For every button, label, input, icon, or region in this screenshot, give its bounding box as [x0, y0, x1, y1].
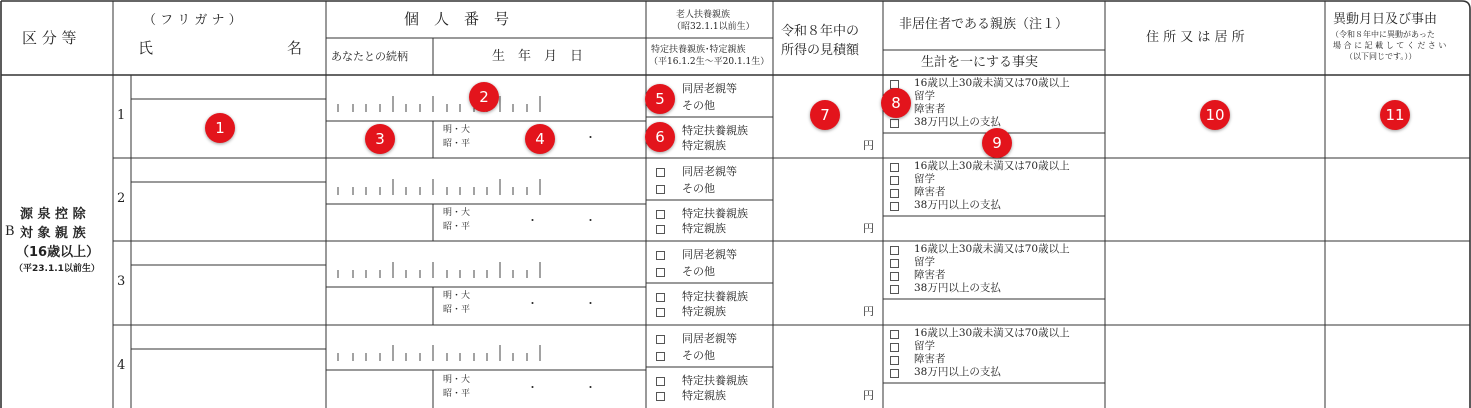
elderly-other-checkbox[interactable] — [656, 268, 665, 277]
row-number: 3 — [117, 274, 126, 289]
individual-number-input[interactable] — [327, 326, 645, 370]
date-separator: ・ — [527, 214, 538, 227]
row-number: 2 — [117, 191, 126, 206]
row-number: 1 — [117, 108, 126, 123]
relationship-input[interactable] — [327, 372, 432, 407]
date-separator: ・ — [527, 297, 538, 310]
elderly-cohabiting-label: 同居老親等 — [682, 165, 737, 178]
badge-1: 1 — [205, 113, 235, 143]
individual-number-input[interactable] — [327, 242, 645, 286]
date-separator: ・ — [585, 131, 596, 144]
section-code: B — [5, 224, 15, 239]
nr-study-checkbox[interactable] — [890, 259, 899, 268]
nr-disabled-label: 障害者 — [914, 353, 946, 365]
nr-payment-checkbox[interactable] — [890, 285, 899, 294]
name-input[interactable] — [132, 266, 325, 323]
nr-study-checkbox[interactable] — [890, 176, 899, 185]
nr-payment-checkbox[interactable] — [890, 202, 899, 211]
specific-dependent-checkbox[interactable] — [656, 377, 665, 386]
badge-10: 10 — [1200, 100, 1230, 130]
header-change-title: 異動月日及び事由 — [1333, 12, 1438, 27]
address-input[interactable] — [1106, 159, 1324, 240]
yen-unit: 円 — [863, 139, 874, 152]
name-input[interactable] — [132, 183, 325, 240]
nr-study-label: 留学 — [914, 256, 935, 268]
header-category: 区 分 等 — [22, 29, 77, 47]
nr-study-checkbox[interactable] — [890, 343, 899, 352]
nr-payment-checkbox[interactable] — [890, 369, 899, 378]
nr-age-label: 16歳以上30歳未満又は70歳以上 — [914, 243, 1070, 255]
nr-payment-checkbox[interactable] — [890, 119, 899, 128]
specific-dependent-label: 特定扶養親族 — [682, 124, 748, 137]
nr-payment-label: 38万円以上の支払 — [914, 366, 1001, 378]
livelihood-input[interactable] — [884, 384, 1104, 407]
specific-relative-label: 特定親族 — [682, 305, 726, 318]
elderly-other-label: その他 — [682, 349, 715, 362]
date-separator: ・ — [585, 297, 596, 310]
era-meiji-taisho: 明・大 — [443, 375, 471, 385]
specific-dependent-label: 特定扶養親族 — [682, 207, 748, 220]
era-meiji-taisho: 明・大 — [443, 125, 471, 135]
nr-disabled-checkbox[interactable] — [890, 356, 899, 365]
date-separator: ・ — [585, 214, 596, 227]
header-change-note3: （以下同じです。）） — [1345, 52, 1417, 61]
nr-disabled-checkbox[interactable] — [890, 272, 899, 281]
header-elderly-sub: （昭32.1.1以前生） — [672, 22, 755, 32]
header-change-note1: （令和８年中に異動があった — [1331, 30, 1435, 39]
badge-8: 8 — [881, 88, 911, 118]
nr-disabled-checkbox[interactable] — [890, 189, 899, 198]
relationship-input[interactable] — [327, 288, 432, 323]
elderly-other-checkbox[interactable] — [656, 352, 665, 361]
era-showa-heisei: 昭・平 — [443, 389, 471, 399]
header-elderly-title: 老人扶養親族 — [676, 10, 731, 20]
specific-relative-label: 特定親族 — [682, 222, 726, 235]
yen-unit: 円 — [863, 305, 874, 318]
elderly-other-label: その他 — [682, 99, 715, 112]
badge-9: 9 — [982, 128, 1012, 158]
elderly-cohabiting-checkbox[interactable] — [656, 335, 665, 344]
nr-disabled-label: 障害者 — [914, 186, 946, 198]
era-showa-heisei: 昭・平 — [443, 222, 471, 232]
header-furigana: （ フ リ ガ ナ ） — [143, 13, 242, 28]
furigana-input[interactable] — [132, 159, 325, 181]
elderly-cohabiting-checkbox[interactable] — [656, 168, 665, 177]
nr-age-label: 16歳以上30歳未満又は70歳以上 — [914, 327, 1070, 339]
header-individual-number: 個 人 番 号 — [404, 10, 510, 28]
nr-disabled-label: 障害者 — [914, 269, 946, 281]
specific-relative-checkbox[interactable] — [656, 392, 665, 401]
furigana-input[interactable] — [132, 326, 325, 348]
elderly-cohabiting-label: 同居老親等 — [682, 332, 737, 345]
badge-4: 4 — [525, 124, 555, 154]
header-address: 住 所 又 は 居 所 — [1146, 30, 1245, 45]
nr-age-checkbox[interactable] — [890, 246, 899, 255]
era-meiji-taisho: 明・大 — [443, 291, 471, 301]
specific-relative-label: 特定親族 — [682, 389, 726, 402]
specific-relative-checkbox[interactable] — [656, 225, 665, 234]
specific-dependent-label: 特定扶養親族 — [682, 374, 748, 387]
elderly-other-label: その他 — [682, 265, 715, 278]
date-separator: ・ — [585, 381, 596, 394]
header-change-note2: 場 合 に 記 載 し て く だ さ い — [1333, 41, 1447, 50]
section-line2: 対 象 親 族 — [20, 226, 86, 241]
nr-age-label: 16歳以上30歳未満又は70歳以上 — [914, 77, 1070, 89]
specific-relative-checkbox[interactable] — [656, 308, 665, 317]
specific-dependent-label: 特定扶養親族 — [682, 290, 748, 303]
era-showa-heisei: 昭・平 — [443, 305, 471, 315]
elderly-other-checkbox[interactable] — [656, 185, 665, 194]
header-birthdate: 生 年 月 日 — [492, 49, 584, 64]
header-name-right: 名 — [287, 39, 303, 57]
specific-dependent-checkbox[interactable] — [656, 293, 665, 302]
badge-3: 3 — [365, 124, 395, 154]
nr-payment-label: 38万円以上の支払 — [914, 199, 1001, 211]
furigana-input[interactable] — [132, 242, 325, 264]
change-input[interactable] — [1326, 326, 1469, 407]
section-line1: 源 泉 控 除 — [20, 207, 86, 222]
era-meiji-taisho: 明・大 — [443, 208, 471, 218]
era-showa-heisei: 昭・平 — [443, 139, 471, 149]
section-line3: （16歳以上） — [16, 245, 100, 260]
address-input[interactable] — [1106, 242, 1324, 323]
header-specific-title: 特定扶養親族･特定親族 — [651, 45, 746, 55]
nr-study-label: 留学 — [914, 173, 935, 185]
change-input[interactable] — [1326, 242, 1469, 323]
nr-study-label: 留学 — [914, 90, 935, 102]
badge-11: 11 — [1380, 100, 1410, 130]
address-input[interactable] — [1106, 326, 1324, 407]
header-relationship: あなたとの続柄 — [331, 50, 408, 63]
nr-disabled-label: 障害者 — [914, 103, 946, 115]
badge-7: 7 — [810, 100, 840, 130]
nr-study-label: 留学 — [914, 340, 935, 352]
row-number: 4 — [117, 358, 126, 373]
header-name-left: 氏 — [138, 39, 154, 57]
badge-5: 5 — [645, 84, 675, 114]
header-specific-sub: （平16.1.2生～平20.1.1生） — [649, 57, 770, 67]
livelihood-input[interactable] — [884, 300, 1104, 323]
nr-age-label: 16歳以上30歳未満又は70歳以上 — [914, 160, 1070, 172]
nr-age-checkbox[interactable] — [890, 163, 899, 172]
yen-unit: 円 — [863, 222, 874, 235]
header-livelihood: 生計を一にする事実 — [921, 55, 1039, 70]
header-income-line2: 所得の見積額 — [781, 43, 860, 58]
nr-age-checkbox[interactable] — [890, 330, 899, 339]
specific-relative-label: 特定親族 — [682, 139, 726, 152]
date-separator: ・ — [527, 381, 538, 394]
nr-payment-label: 38万円以上の支払 — [914, 116, 1001, 128]
elderly-cohabiting-checkbox[interactable] — [656, 251, 665, 260]
name-input[interactable] — [132, 350, 325, 407]
elderly-cohabiting-label: 同居老親等 — [682, 82, 737, 95]
elderly-cohabiting-label: 同居老親等 — [682, 248, 737, 261]
relationship-input[interactable] — [327, 205, 432, 240]
nr-payment-label: 38万円以上の支払 — [914, 282, 1001, 294]
header-income-line1: 令和８年中の — [781, 24, 860, 39]
badge-2: 2 — [469, 82, 499, 112]
individual-number-input[interactable] — [327, 159, 645, 203]
change-input[interactable] — [1326, 159, 1469, 240]
specific-dependent-checkbox[interactable] — [656, 210, 665, 219]
yen-unit: 円 — [863, 389, 874, 402]
livelihood-input[interactable] — [884, 217, 1104, 240]
header-nonresident: 非居住者である親族（注１） — [899, 17, 1069, 32]
furigana-input[interactable] — [132, 76, 325, 98]
section-note: （平23.1.1以前生） — [14, 264, 100, 274]
badge-6: 6 — [645, 122, 675, 152]
elderly-other-label: その他 — [682, 182, 715, 195]
